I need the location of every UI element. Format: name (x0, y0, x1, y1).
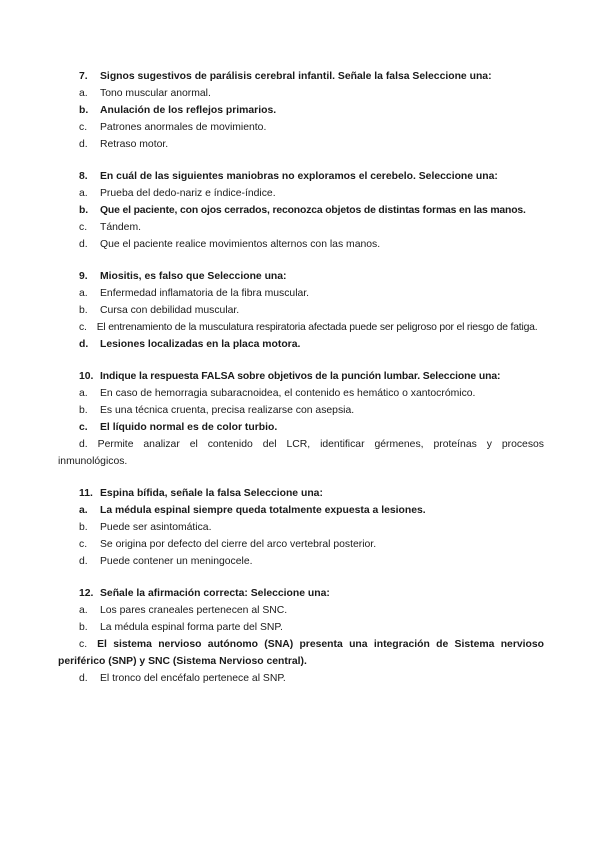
option-text: Lesiones localizadas en la placa motora. (100, 339, 301, 350)
option-c (0, 219, 600, 236)
option-d (0, 136, 600, 153)
option-text: El sistema nervioso autónomo (SNA) presenta una integración de Sistema nervioso periférico (SNP) y SNC (Sistema Nervioso central). (58, 639, 544, 667)
option-letter: d. (79, 339, 89, 350)
question-7 (0, 68, 600, 153)
option-letter: a. (79, 88, 88, 99)
question-title (0, 485, 600, 502)
option-letter: d. (79, 239, 88, 250)
option-a (0, 185, 600, 202)
option-text: El tronco del encéfalo pertenece al SNP. (100, 673, 286, 684)
option-c (0, 536, 600, 553)
question-text: Signos sugestivos de parálisis cerebral infantil. Señale la falsa Seleccione una: (100, 71, 492, 82)
question-text: En cuál de las siguientes maniobras no exploramos el cerebelo. Seleccione una: (100, 171, 498, 182)
option-c (0, 119, 600, 136)
option-text: Enfermedad inflamatoria de la fibra muscular. (100, 288, 310, 299)
question-text: Señale la afirmación correcta: Seleccione una: (100, 588, 330, 599)
option-b (0, 519, 600, 536)
option-text: Patrones anormales de movimiento. (100, 122, 267, 133)
question-title (0, 68, 600, 85)
option-text: La médula espinal siempre queda totalmente expuesta a lesiones. (100, 505, 426, 516)
option-text: Prueba del dedo-nariz e índice-índice. (100, 188, 276, 199)
option-letter: d. (79, 673, 88, 684)
option-letter: c. (79, 222, 88, 233)
option-letter: a. (79, 388, 88, 399)
option-text: Puede contener un meningocele. (100, 556, 253, 567)
question-10 (0, 368, 600, 470)
question-number: 12. (79, 588, 94, 599)
question-title (0, 585, 600, 602)
option-a (0, 385, 600, 402)
question-text: Espina bífida, señale la falsa Seleccione una: (100, 488, 323, 499)
option-text: Los pares craneales pertenecen al SNC. (100, 605, 288, 616)
option-text: Tándem. (100, 222, 142, 233)
option-letter: b. (79, 405, 88, 416)
option-letter: b. (79, 622, 88, 633)
question-number: 7. (79, 71, 88, 82)
question-number: 9. (79, 271, 88, 282)
option-text: Puede ser asintomática. (100, 522, 212, 533)
option-letter: b. (79, 522, 88, 533)
option-text: Retraso motor. (100, 139, 169, 150)
option-letter: b. (79, 205, 88, 216)
option-letter: a. (79, 288, 88, 299)
option-b (0, 619, 600, 636)
option-c (0, 419, 600, 436)
question-text: Miositis, es falso que Seleccione una: (100, 271, 287, 282)
option-text: Que el paciente realice movimientos alternos con las manos. (100, 239, 381, 250)
option-d (0, 670, 600, 687)
option-a (0, 502, 600, 519)
option-text: Se origina por defecto del cierre del arco vertebral posterior. (100, 539, 377, 550)
option-letter: d. (79, 556, 88, 567)
question-title (0, 368, 600, 385)
option-letter: c. (79, 639, 88, 650)
question-title (0, 268, 600, 285)
option-c (0, 319, 600, 336)
question-title (0, 168, 600, 185)
option-b (0, 202, 600, 219)
option-text: Que el paciente, con ojos cerrados, reconozca objetos de distintas formas en las manos. (100, 205, 526, 216)
question-number: 11. (79, 488, 93, 499)
option-letter: c. (79, 122, 88, 133)
option-a (0, 602, 600, 619)
option-b (0, 402, 600, 419)
option-text: En caso de hemorragia subaracnoidea, el contenido es hemático o xantocrómico. (100, 388, 476, 399)
option-d (0, 553, 600, 570)
option-letter: a. (79, 188, 88, 199)
option-text: Anulación de los reflejos primarios. (100, 105, 277, 116)
question-text: Indique la respuesta FALSA sobre objetivos de la punción lumbar. Seleccione una: (100, 371, 501, 382)
option-letter: c. (79, 322, 87, 333)
option-text: La médula espinal forma parte del SNP. (100, 622, 283, 633)
question-list (0, 68, 600, 702)
option-letter: c. (79, 539, 88, 550)
option-text: El entrenamiento de la musculatura respiratoria afectada puede ser peligroso por el riesgo de fatiga. (96, 322, 538, 333)
question-number: 8. (79, 171, 88, 182)
option-letter: c. (79, 422, 88, 433)
question-9 (0, 268, 600, 353)
option-letter: a. (79, 605, 88, 616)
option-text: Tono muscular anormal. (100, 88, 211, 99)
option-text: Permite analizar el contenido del LCR, identificar gérmenes, proteínas y procesos inmunológicos. (58, 439, 544, 467)
question-11 (0, 485, 600, 570)
question-8 (0, 168, 600, 253)
option-letter: a. (79, 505, 88, 516)
question-number: 10. (79, 371, 94, 382)
option-letter: d. (79, 439, 88, 450)
option-d (0, 436, 600, 470)
option-a (0, 85, 600, 102)
option-c (0, 636, 600, 670)
option-letter: b. (79, 105, 89, 116)
option-text: Cursa con debilidad muscular. (100, 305, 240, 316)
option-letter: b. (79, 305, 88, 316)
option-text: El líquido normal es de color turbio. (100, 422, 278, 433)
option-d (0, 236, 600, 253)
option-a (0, 285, 600, 302)
question-12 (0, 585, 600, 687)
option-text: Es una técnica cruenta, precisa realizarse con asepsia. (100, 405, 355, 416)
option-letter: d. (79, 139, 88, 150)
option-b (0, 302, 600, 319)
option-b (0, 102, 600, 119)
option-d (0, 336, 600, 353)
